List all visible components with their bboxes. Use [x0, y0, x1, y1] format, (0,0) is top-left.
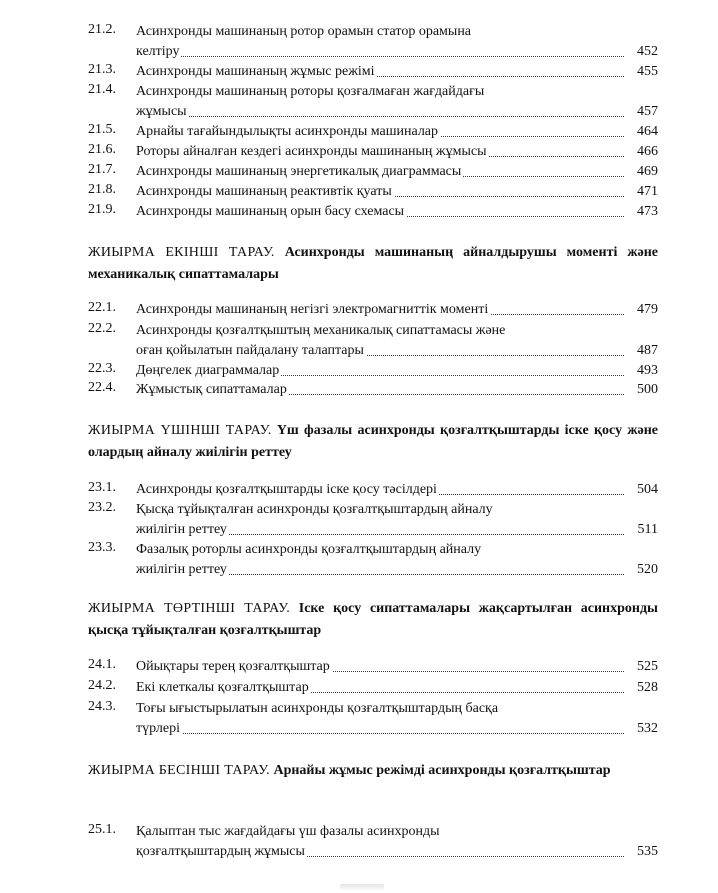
entry-number: 21.6.	[88, 142, 116, 157]
toc-entry	[88, 122, 658, 142]
entry-number: 24.2.	[88, 678, 116, 693]
page-edge-shadow	[340, 884, 384, 890]
entry-title: Фазалық роторлы асинхронды қозғалтқыштардың айналу	[136, 542, 482, 557]
toc-entry	[88, 699, 658, 739]
entry-title: Асинхронды машинаның ротор орамын статор орамына	[136, 24, 472, 39]
toc-entry	[88, 62, 658, 82]
chapter-label: ЖИЫРМА БЕСІНШІ ТАРАУ.	[88, 763, 270, 778]
entry-number: 21.5.	[88, 122, 116, 137]
toc-entry	[88, 678, 658, 698]
entry-number: 21.7.	[88, 162, 116, 177]
entry-page: 535	[634, 842, 658, 862]
chapter-heading	[88, 760, 658, 782]
entry-title: Ойықтары терең қозғалтқыштар	[136, 659, 330, 674]
chapter-title: Асинхронды машинаның айналдырушы моменті және механикалық сипаттамалары	[88, 245, 659, 282]
entry-page: 520	[634, 560, 658, 580]
entry-page: 452	[634, 42, 658, 62]
entry-number: 25.1.	[88, 822, 116, 837]
entry-number: 23.3.	[88, 540, 116, 555]
toc-entry	[88, 22, 658, 62]
chapter-label: ЖИЫРМА ТӨРТІНШІ ТАРАУ.	[88, 601, 291, 616]
chapter-title: Іске қосу сипаттамалары жақсартылған асинхронды қысқа тұйықталған қозғалтқыштар	[88, 601, 658, 638]
chapter-label: ЖИЫРМА ҮШІНШІ ТАРАУ.	[88, 423, 272, 438]
entry-number: 24.3.	[88, 699, 116, 714]
entry-page: 532	[634, 719, 658, 739]
entry-number: 21.4.	[88, 82, 116, 97]
entry-page: 469	[634, 162, 658, 182]
toc-entry	[88, 380, 658, 400]
toc-entry	[88, 202, 658, 222]
entry-title: оған қойылатын пайдалану талаптары	[136, 343, 364, 358]
entry-number: 23.1.	[88, 480, 116, 495]
toc-entry	[88, 500, 658, 540]
entry-title: Асинхронды машинаның орын басу схемасы	[136, 204, 405, 219]
entry-number: 21.2.	[88, 22, 116, 37]
entry-page: 487	[634, 341, 658, 361]
toc-entry	[88, 82, 658, 122]
entry-number: 22.4.	[88, 380, 116, 395]
entry-page: 473	[634, 202, 658, 222]
entry-title: Роторы айналған кездегі асинхронды машинаның жұмысы	[136, 144, 487, 159]
entry-title: келтіру	[136, 44, 180, 59]
entry-title: жұмысы	[136, 104, 187, 119]
entry-page: 504	[634, 480, 658, 500]
entry-title: Асинхронды машинаның реактивтік қуаты	[136, 184, 392, 199]
entry-number: 22.1.	[88, 300, 116, 315]
chapter-label: ЖИЫРМА ЕКІНШІ ТАРАУ.	[88, 245, 275, 260]
entry-title: Дөңгелек диаграммалар	[136, 363, 280, 378]
entry-title: Қалыптан тыс жағдайдағы үш фазалы асинхронды	[136, 824, 440, 839]
entry-title: Асинхронды машинаның жұмыс режімі	[136, 64, 375, 79]
entry-title: Қысқа тұйықталған асинхронды қозғалтқыштардың айналу	[136, 502, 493, 517]
chapter-heading	[88, 242, 658, 286]
entry-title: Асинхронды машинаның роторы қозғалмаған жағдайдағы	[136, 84, 485, 99]
entry-page: 500	[634, 380, 658, 400]
entry-title: Арнайы тағайындылықты асинхронды машиналар	[136, 124, 439, 139]
entry-number: 22.2.	[88, 321, 116, 336]
chapter-title: Арнайы жұмыс режімді асинхронды қозғалтқыштар	[273, 763, 611, 778]
entry-title: Жұмыстық сипаттамалар	[136, 382, 287, 397]
entry-page: 511	[635, 520, 658, 540]
entry-page: 528	[634, 678, 658, 698]
chapter-heading	[88, 420, 658, 464]
entry-number: 22.3.	[88, 361, 116, 376]
entry-title: жиілігін реттеу	[136, 522, 227, 537]
entry-page: 471	[634, 182, 658, 202]
entry-number: 24.1.	[88, 657, 116, 672]
entry-title: Екі клеткалы қозғалтқыштар	[136, 680, 309, 695]
entry-page: 457	[634, 102, 658, 122]
entry-page: 455	[634, 62, 658, 82]
entry-page: 479	[634, 300, 658, 320]
entry-title: қозғалтқыштардың жұмысы	[136, 844, 305, 859]
entry-page: 493	[634, 361, 658, 381]
entry-page: 466	[634, 142, 658, 162]
toc-entry	[88, 540, 658, 580]
entry-title: Асинхронды машинаның негізгі электромагниттік моменті	[136, 302, 489, 317]
entry-title: Тоғы ығыстырылатын асинхронды қозғалтқыштардың басқа	[136, 701, 499, 716]
entry-title: түрлері	[136, 721, 181, 736]
toc-entry	[88, 162, 658, 182]
entry-number: 21.3.	[88, 62, 116, 77]
toc-entry	[88, 300, 658, 320]
entry-title: Асинхронды машинаның энергетикалық диаграммасы	[136, 164, 462, 179]
entry-number: 23.2.	[88, 500, 116, 515]
entry-number: 21.8.	[88, 182, 116, 197]
entry-page: 464	[634, 122, 658, 142]
toc-entry	[88, 142, 658, 162]
toc-entry	[88, 657, 658, 677]
toc-entry	[88, 361, 658, 381]
toc-entry	[88, 182, 658, 202]
entry-title: жиілігін реттеу	[136, 562, 227, 577]
chapter-heading	[88, 598, 658, 642]
entry-number: 21.9.	[88, 202, 116, 217]
chapter-title: Үш фазалы асинхронды қозғалтқыштарды іске қосу және олардың айналу жиілігін реттеу	[88, 423, 659, 460]
entry-title: Асинхронды қозғалтқыштарды іске қосу тәсілдері	[136, 482, 437, 497]
toc-entry	[88, 822, 658, 862]
toc-entry	[88, 321, 658, 361]
entry-title: Асинхронды қозғалтқыштың механикалық сипаттамасы және	[136, 323, 506, 338]
toc-entry	[88, 480, 658, 500]
entry-page: 525	[634, 657, 658, 677]
